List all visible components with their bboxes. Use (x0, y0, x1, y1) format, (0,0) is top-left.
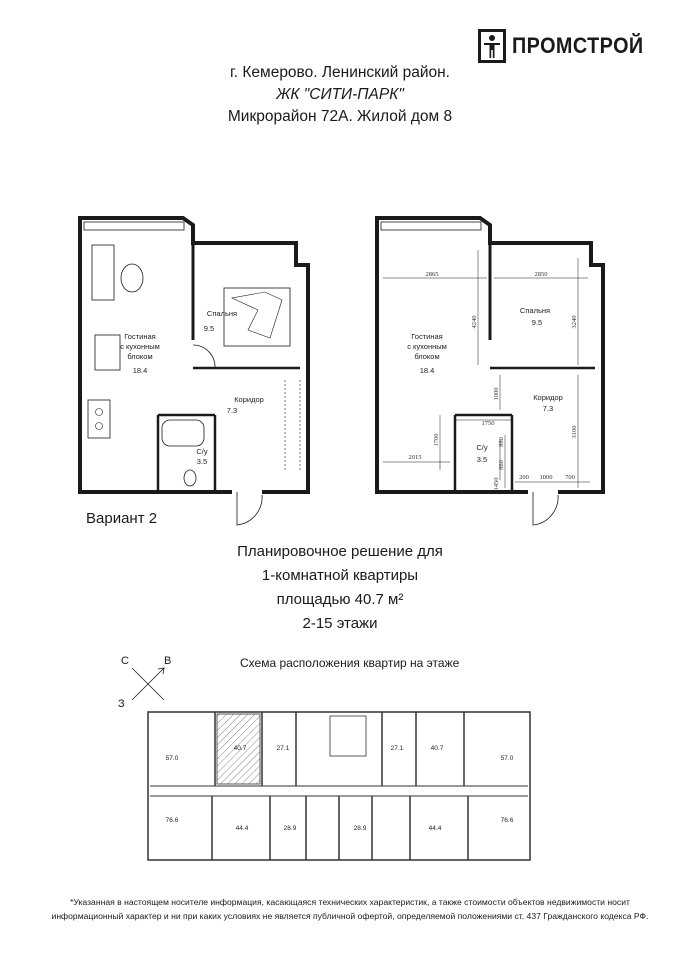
scheme-area-label: 57.0 (500, 755, 514, 762)
dimension-label: 4240 (471, 315, 478, 329)
scheme-area-label: 40.7 (233, 745, 247, 752)
left-room-area: 3.5 (196, 457, 208, 466)
dimension-label: 3100 (571, 425, 578, 439)
plan-right-labels (407, 271, 578, 491)
right-room-name: С/у (476, 443, 488, 452)
dimension-label: 2850 (534, 271, 548, 278)
right-room-name: Гостиная (411, 332, 443, 341)
compass-east: В (164, 655, 172, 667)
dimension-label: 1000 (493, 387, 500, 401)
compass-north: С (121, 655, 129, 667)
dimension-label: 700 (565, 474, 575, 481)
compass (132, 668, 164, 700)
left-room-name: Коридор (234, 395, 264, 404)
right-room-area: 18.4 (419, 366, 435, 375)
footnote-line: информационный характер и ни при каких условиях не является публичной офертой, определяемой положениями ст. 437 Гражданского кодекса РФ. (51, 911, 649, 921)
left-room-name: с кухонным (120, 342, 160, 351)
scheme-area-label: 27.1 (390, 745, 404, 752)
header-city: г. Кемерово. Ленинский район. (230, 64, 450, 81)
dimension-label: 200 (519, 474, 529, 481)
plan-left (80, 218, 308, 525)
right-room-name: блоком (414, 352, 440, 361)
description-line: 1-комнатной квартиры (261, 567, 419, 584)
dimension-label: 3240 (571, 315, 578, 329)
legal-footnote (40, 895, 660, 923)
scheme-area-label: 40.7 (430, 745, 444, 752)
scheme-area-label: 57.0 (165, 755, 179, 762)
left-room-area: 7.3 (226, 406, 238, 415)
left-room-name: С/у (196, 447, 208, 456)
description-floors: 2-15 этажи (302, 615, 378, 632)
left-room-name: блоком (127, 352, 153, 361)
left-room-name: Гостиная (124, 332, 156, 341)
dimension-label: 1000 (539, 474, 553, 481)
scheme-area-label: 27.1 (276, 745, 290, 752)
dimension-label: 1750 (481, 420, 495, 427)
dimension-label: 880 (498, 437, 505, 447)
left-room-area: 9.5 (203, 324, 215, 333)
scheme-area-label: 28.9 (353, 825, 367, 832)
variant-label: Вариант 2 (86, 510, 158, 527)
dimension-label: 1450 (493, 477, 500, 491)
header-complex: ЖК "СИТИ-ПАРК" (276, 86, 404, 103)
dimension-label: 1700 (433, 433, 440, 447)
left-room-name: Спальня (206, 309, 238, 318)
apartment-description (190, 540, 490, 636)
right-room-area: 9.5 (531, 318, 543, 327)
floor-scheme (148, 712, 530, 860)
header-building: Микрорайон 72А. Жилой дом 8 (227, 108, 453, 125)
scheme-area-label: 28.9 (283, 825, 297, 832)
scheme-area-label: 76.6 (500, 817, 514, 824)
right-room-name: Коридор (533, 393, 563, 402)
scheme-area-label: 44.4 (428, 825, 442, 832)
footnote-line: *Указанная в настоящем носителе информация, касающаяся технических характеристик, а также стоимости объектов недвижимости носит (70, 897, 630, 907)
scheme-area-label: 44.4 (235, 825, 249, 832)
right-room-name: Спальня (519, 306, 551, 315)
brand-name: ПРОМСТРОЙ (512, 33, 644, 58)
dimension-label: 860 (498, 460, 505, 470)
scheme-area-label: 76.6 (165, 817, 179, 824)
floor-scheme-title: Схема расположения квартир на этаже (240, 656, 460, 670)
description-area: площадью 40.7 м² (276, 591, 404, 608)
dimension-label: 2015 (408, 454, 422, 461)
right-room-area: 7.3 (542, 404, 554, 413)
right-room-area: 3.5 (476, 455, 488, 464)
compass-west: З (118, 698, 125, 710)
right-room-name: с кухонным (407, 342, 447, 351)
left-room-area: 18.4 (132, 366, 148, 375)
description-line: Планировочное решение для (237, 543, 443, 560)
dimension-label: 2865 (425, 271, 439, 278)
